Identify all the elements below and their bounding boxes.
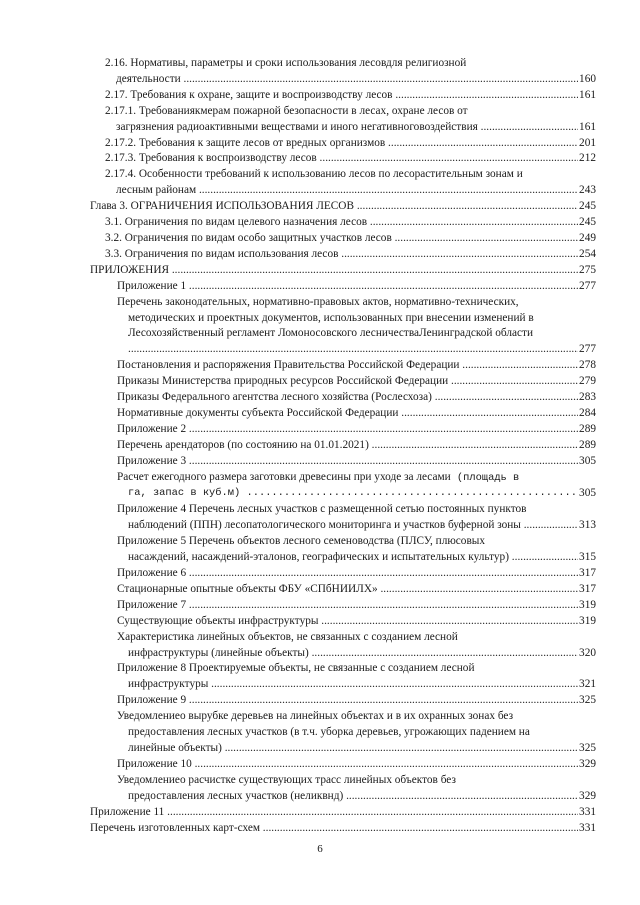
toc-entry-title: Приложение 1 — [117, 279, 187, 292]
toc-page-number: 331 — [578, 805, 596, 821]
toc-entry — [90, 406, 596, 422]
toc-page-number: 289 — [578, 438, 596, 454]
toc-entry — [90, 757, 596, 773]
toc-entry-title: Глава 3. ОГРАНИЧЕНИЯ ИСПОЛЬЗОВАНИЯ ЛЕСОВ — [90, 200, 355, 213]
toc-page-number: 279 — [578, 374, 596, 390]
toc-page-number: 319 — [578, 614, 596, 630]
toc-entry — [90, 709, 596, 757]
toc-entry-title: деятельности ..... — [105, 72, 596, 88]
toc-entry-title: Расчет ежегодного размера заготовки древесины при уходе за лесами — [117, 470, 451, 483]
toc-entry — [90, 104, 596, 136]
toc-entry — [90, 136, 596, 152]
toc-entry — [90, 534, 596, 566]
toc-entry-title: 3.3. Ограничения по видам использования лесов — [105, 247, 339, 260]
toc-entry-title: Уведомлениео расчистке существующих трасс линейных объектов без — [117, 773, 456, 786]
toc-entry — [90, 215, 596, 231]
toc-entry — [90, 502, 596, 534]
toc-page-number: 319 — [578, 598, 596, 614]
toc-entry — [90, 614, 596, 630]
toc-entry — [90, 661, 596, 693]
toc-page-number: 254 — [578, 247, 596, 263]
toc-entry-title: Приложение 10 — [117, 757, 192, 770]
toc-entry-title: Приложение 2 — [117, 422, 187, 435]
toc-entry — [90, 598, 596, 614]
toc-entry — [90, 630, 596, 662]
toc-entry — [90, 422, 596, 438]
page-number: 6 — [317, 843, 323, 855]
toc-entry-title: 3.1. Ограничения по видам целевого назначения лесов — [105, 216, 368, 229]
toc-entry-title: наблюдений (ППН) лесопатологического мониторинга и участков буферной зоны ..... — [117, 518, 596, 534]
toc-page-number: 289 — [578, 422, 596, 438]
toc-entry-title: га, запас в куб.м) ..... — [117, 486, 596, 502]
toc-entry — [90, 773, 596, 805]
toc-entry-title: 2.17.1. Требованиякмерам пожарной безопасности в лесах, охране лесов от — [105, 104, 468, 117]
toc-entry — [90, 56, 596, 88]
toc-entry — [90, 167, 596, 199]
toc-entry — [90, 454, 596, 470]
toc-page-number: 161 — [578, 120, 596, 136]
toc-entry-title: Приказы Федерального агентства лесного хозяйства (Рослесхоза) — [117, 391, 432, 404]
toc-page-number: 329 — [578, 757, 596, 773]
toc-entry-title: Уведомлениео вырубке деревьев на линейных объектах и в их охранных зонах без — [117, 710, 514, 723]
toc-entry-title: линейные объекты) ..... — [117, 741, 596, 757]
toc-page-number: 325 — [578, 693, 596, 709]
toc-page-number: 325 — [578, 741, 596, 757]
toc-entry-title: Перечень арендаторов (по состоянию на 01.01.2021) — [117, 438, 369, 451]
toc-page-number: 278 — [578, 358, 596, 374]
toc-entry-title: 2.17. Требования к охране, защите и воспроизводству лесов — [105, 88, 393, 101]
toc-entry-title: Характеристика линейных объектов, не связанных с созданием лесной — [117, 630, 458, 643]
toc-entry-title: Приложение 4 Перечень лесных участков с размещенной сетью постоянных пунктов — [117, 503, 527, 516]
toc-entry-title: насаждений, насаждений-эталонов, географических и испытательных культур) ..... — [117, 550, 596, 566]
toc-entry-title: Существующие объекты инфраструктуры — [117, 614, 319, 627]
toc-entry-title: Перечень законодательных, нормативно-правовых актов, нормативно-технических, — [117, 295, 519, 308]
toc-page-number: 249 — [578, 231, 596, 247]
toc-entry — [90, 390, 596, 406]
toc-entry — [90, 821, 596, 837]
toc-page-number: 277 — [578, 279, 596, 295]
toc-entry-title: ПРИЛОЖЕНИЯ — [90, 263, 170, 276]
toc-page-number: 277 — [578, 342, 596, 358]
toc-entry — [90, 263, 596, 279]
toc-entry — [90, 247, 596, 263]
toc-page-number: 284 — [578, 406, 596, 422]
toc-page-number: 201 — [578, 136, 596, 152]
toc-entry-title: Приложение 8 Проектируемые объекты, не связанные с созданием лесной — [117, 662, 475, 675]
toc-page-number: 331 — [578, 821, 596, 837]
toc-page-number: 161 — [578, 88, 596, 104]
toc-entry — [90, 374, 596, 390]
toc-page-number: 245 — [578, 215, 596, 231]
toc-entry — [90, 470, 596, 503]
toc-entry-title: предоставления лесных участков (в т.ч. уборка деревьев, угрожающих падением на — [128, 726, 530, 739]
toc-entry — [90, 231, 596, 247]
toc-page-number: 315 — [578, 550, 596, 566]
toc-entry-title: 2.17.3. Требования к воспроизводству лесов — [105, 152, 317, 165]
toc-entry — [90, 693, 596, 709]
toc-entry-title: загрязнения радиоактивными веществами и иного негативноговоздействия ..... — [105, 120, 596, 136]
toc-entry-title: Стационарные опытные объекты ФБУ «СПбНИИЛХ» — [117, 582, 378, 595]
table-of-contents — [90, 56, 596, 836]
toc-entry-title: Приложение 7 — [117, 598, 187, 611]
toc-entry-title: Постановления и распоряжения Правительства Российской Федерации — [117, 359, 460, 372]
toc-entry-title: 3.2. Ограничения по видам особо защитных участков лесов — [105, 231, 392, 244]
toc-entry-title: лесным районам ..... — [105, 183, 596, 199]
toc-entry-title: Приложение 5 Перечень объектов лесного семеноводства (ПЛСУ, плюсовых — [117, 535, 486, 548]
toc-entry — [90, 805, 596, 821]
toc-page-number: 275 — [578, 263, 596, 279]
toc-page-number: 320 — [578, 646, 596, 662]
toc-page-number: 305 — [578, 454, 596, 470]
toc-entry-title: Нормативные документы субъекта Российской Федерации — [117, 406, 399, 419]
toc-entry-title: (площадь в — [450, 471, 520, 484]
toc-page-number: 160 — [578, 72, 596, 88]
toc-page-number: 245 — [578, 199, 596, 215]
toc-entry-title: Приложение 6 — [117, 567, 187, 579]
toc-page-number: 283 — [578, 390, 596, 406]
toc-page-number: 329 — [578, 789, 596, 805]
toc-entry-title: Лесохозяйственный регламент Ломоносовского лесничестваЛенинградской области — [128, 327, 534, 340]
toc-page-number: 212 — [578, 151, 596, 167]
toc-entry — [90, 151, 596, 167]
toc-entry — [90, 199, 596, 215]
toc-page-number: 321 — [578, 677, 596, 693]
toc-entry — [90, 582, 596, 598]
toc-entry — [90, 295, 596, 359]
toc-page-number: 243 — [578, 183, 596, 199]
toc-entry — [90, 438, 596, 454]
toc-entry-title: инфраструктуры (линейные объекты) ..... — [117, 646, 596, 662]
toc-entry-title: Приложение 3 — [117, 454, 187, 467]
toc-entry-title: инфраструктуры ..... — [117, 677, 596, 693]
toc-page-number: 313 — [578, 518, 596, 534]
toc-entry-title: 2.17.2. Требования к защите лесов от вредных организмов — [105, 136, 386, 149]
toc-entry-title: Перечень изготовленных карт-схем — [90, 821, 260, 834]
toc-entry — [90, 88, 596, 104]
toc-entry-title: Приказы Министерства природных ресурсов Российской Федерации — [117, 375, 449, 388]
toc-entry — [90, 358, 596, 374]
toc-entry — [90, 566, 596, 582]
toc-entry-title: Приложение 11 — [90, 805, 165, 818]
toc-leader — [117, 342, 596, 358]
toc-page-number: 317 — [578, 566, 596, 582]
toc-page-number: 317 — [578, 582, 596, 598]
toc-entry-title: методических и проектных документов, использованных при внесении изменений в — [128, 311, 534, 324]
toc-entry-title: Приложение 9 — [117, 694, 187, 707]
toc-entry-title: 2.16. Нормативы, параметры и сроки использования лесовдля религиозной — [105, 57, 467, 69]
toc-entry — [90, 279, 596, 295]
toc-entry-title: 2.17.4. Особенности требований к использованию лесов по лесорастительным зонам и — [105, 168, 523, 181]
toc-entry-title: предоставления лесных участков (неликвнд) ..... — [117, 789, 596, 805]
toc-page-number: 305 — [578, 486, 596, 502]
